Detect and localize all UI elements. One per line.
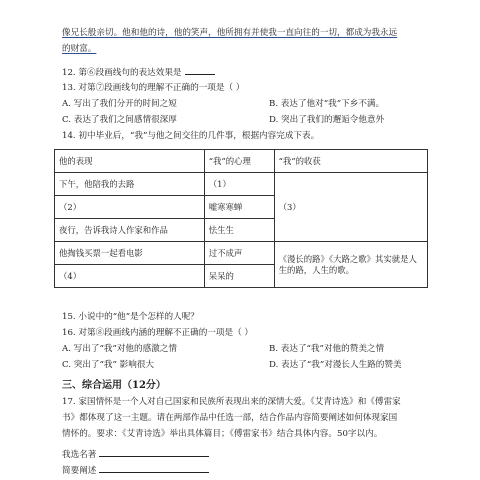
table-header: “我”的心理 <box>204 150 274 173</box>
q13-option-a[interactable]: A. 写出了我们分开的时间之短 <box>62 99 177 109</box>
table-cell[interactable]: （1） <box>204 173 274 196</box>
q16-option-a[interactable]: A. 写出了“我”对他的感激之情 <box>62 344 177 354</box>
brief-row <box>62 463 209 477</box>
table-cell: 过不成声 <box>204 242 274 265</box>
question-16: 16. 对第⑧段画线内涵的理解不正确的一项是（ ） <box>62 328 254 338</box>
q13-option-d[interactable]: D. 突出了我们的邂逅令他意外 <box>269 115 385 125</box>
answer-blank-12[interactable] <box>185 66 215 75</box>
question-12: 12. 第⑥段画线句的表达效果是 <box>62 66 215 79</box>
question-14: 14. 初中毕业后，“我”与他之间交往的几件事，根据内容完成下表。 <box>62 131 320 141</box>
top-line-1 <box>62 27 397 39</box>
section-heading: 三、综合运用（12分） <box>62 380 166 391</box>
table-cell: 他掏钱买票一起看电影 <box>55 242 205 265</box>
brief-label: 简要阐述 <box>62 466 97 476</box>
question-17-line-1: 17. 家国情怀是一个人对自己国家和民族所表现出来的深情大爱。《艾青诗选》和《傅雷家 <box>62 397 401 407</box>
question-17-line-3: 情怀的。要求：《艾青诗选》举出具体篇目；《傅雷家书》结合具体内容。50字以内。 <box>62 429 383 439</box>
table-header: “我”的收获 <box>274 150 427 173</box>
table-row <box>55 242 428 265</box>
table-cell: 呆呆的 <box>204 265 274 288</box>
table-cell: 怯生生 <box>204 219 274 242</box>
q13-option-c[interactable]: C. 表达了我们之间感情很深厚 <box>62 115 177 125</box>
chosen-book-label: 我选名著 <box>62 450 97 460</box>
table-cell-answer-3[interactable]: （3） <box>274 173 427 242</box>
table-cell[interactable]: （4） <box>55 265 205 288</box>
question-15: 15. 小说中的“他”是个怎样的人呢？ <box>62 312 199 322</box>
table-row <box>55 173 428 196</box>
underlined-passage-end: 的财富。 <box>62 44 97 54</box>
question-13: 13. 对第⑦段画线句的理解不正确的一项是（ ） <box>62 83 245 93</box>
table-header: 他的表现 <box>55 150 205 173</box>
q16-option-c[interactable]: C. 突出了“我” 影响很大 <box>62 360 155 370</box>
q14-table <box>54 149 428 288</box>
table-cell-summary: 《漫长的路》《大路之歌》其实就是人生的路，人生的歌。 <box>274 242 427 288</box>
table-cell: 下午，他陪我的去路 <box>55 173 205 196</box>
table-cell: 嘘寒寒蝉 <box>204 196 274 219</box>
underlined-passage: 像兄长般亲切。他和他的诗，他的笑声，他所拥有并使我一直向往的一切，都成为我永远 <box>62 28 398 38</box>
q16-option-d[interactable]: D. 表达了“我”对漫长人生路的赞美 <box>269 360 402 370</box>
brief-input[interactable] <box>99 463 209 473</box>
table-cell: 夜行，告诉我诗人作家和作品 <box>55 219 205 242</box>
chosen-book-row <box>62 447 209 461</box>
chosen-book-input[interactable] <box>99 447 209 457</box>
q16-option-b[interactable]: B. 表达了“我”对他的赞美之情 <box>269 344 385 354</box>
question-17-line-2: 书》都体现了这一主题。请在两部作品中任选一部，结合作品内容简要阐述如何体现家国 <box>62 413 398 423</box>
top-line-2 <box>62 43 96 55</box>
table-header-row <box>55 150 428 173</box>
table-cell[interactable]: （2） <box>55 196 205 219</box>
q13-option-b[interactable]: B. 表达了他对“我”下乡不满。 <box>269 99 385 109</box>
